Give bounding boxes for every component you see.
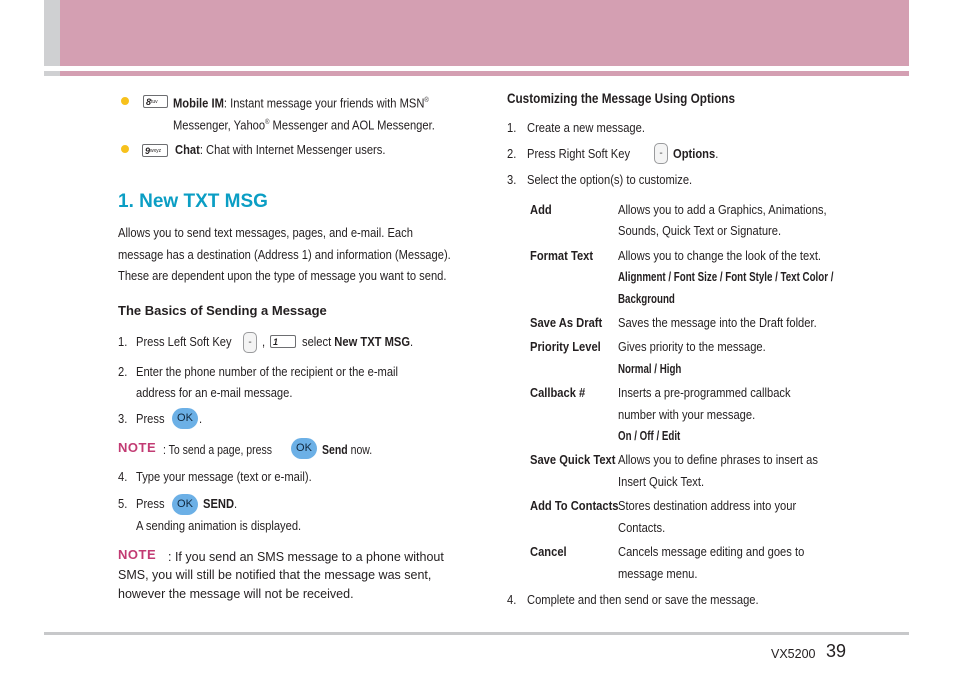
option-desc: Cancels message editing and goes to [618, 544, 805, 559]
step3-end: . [199, 411, 203, 426]
step-number: 2. [118, 364, 128, 379]
note-label: NOTE [118, 440, 157, 455]
option-desc: Insert Quick Text. [618, 474, 705, 489]
footer-model: VX5200 [771, 647, 816, 661]
intro-line: Allows you to send text messages, pages, and e-mail. Each [118, 225, 413, 240]
option-term-add-contacts: Add To Contacts [530, 498, 619, 513]
option-term-format-text: Format Text [530, 248, 594, 263]
step5-text: Press [136, 496, 165, 511]
option-sub: Alignment / Font Size / Font Style / Text Color / [618, 270, 834, 284]
option-desc: Allows you to add a Graphics, Animations, [618, 202, 827, 217]
option-sub: On / Off / Edit [618, 429, 681, 443]
note-label: NOTE [118, 547, 157, 562]
option-term-add: Add [530, 202, 552, 217]
option-desc: Sounds, Quick Text or Signature. [618, 223, 782, 238]
step-number: 1. [507, 120, 517, 135]
footer-rule [44, 632, 909, 635]
header-gray-rule [44, 71, 60, 76]
option-desc: message menu. [618, 566, 698, 581]
key-8-icon: $8^{tuv}$ [143, 95, 168, 108]
option-desc: number with your message. [618, 407, 756, 422]
step4-text: Type your message (text or e-mail). [136, 469, 312, 484]
r-step4-text: Complete and then send or save the message. [527, 592, 759, 607]
basics-heading: The Basics of Sending a Message [118, 303, 327, 318]
option-desc: Stores destination address into your [618, 498, 797, 513]
step2-line1: Enter the phone number of the recipient or the e-mail [136, 364, 399, 379]
ok-key-icon: OK [172, 494, 198, 515]
option-desc: Gives priority to the message. [618, 339, 766, 354]
step5-line2: A sending animation is displayed. [136, 518, 302, 533]
bullet-icon [121, 145, 129, 153]
right-soft-key-icon: - [654, 143, 668, 164]
key-9-icon: $9^{wxyz}$ [142, 144, 168, 157]
step3-text: Press [136, 411, 165, 426]
note2-line2: SMS, you will still be notified that the message was sent, [118, 568, 432, 582]
option-desc: Allows you to define phrases to insert as [618, 452, 818, 467]
page-number: 39 [826, 641, 847, 661]
step2-line2: address for an e-mail message. [136, 385, 293, 400]
step-number: 2. [507, 146, 517, 161]
option-term-callback: Callback # [530, 385, 586, 400]
option-term-priority: Priority Level [530, 339, 601, 354]
key-1-icon: 1 [270, 335, 296, 348]
bullet-icon [121, 97, 129, 105]
header-gray-block [44, 0, 60, 66]
r-step2-options: Options. [673, 146, 719, 161]
left-soft-key-icon: - [243, 332, 257, 353]
ok-key-icon: OK [172, 408, 198, 429]
option-term-quick-text: Save Quick Text [530, 452, 616, 467]
option-term-save-draft: Save As Draft [530, 315, 603, 330]
intro-line: message has a destination (Address 1) and information (Message). [118, 247, 451, 262]
option-desc: Allows you to change the look of the text. [618, 248, 822, 263]
bullet-mobile-im: Mobile IM: Instant message your friends with MSN® [173, 95, 429, 111]
header-pink-band [60, 0, 909, 66]
note1-text: : To send a page, press [163, 443, 272, 457]
note2-line3: however the message will not be received. [118, 587, 354, 601]
step-number: 4. [118, 469, 128, 484]
bullet-chat: Chat: Chat with Internet Messenger users. [175, 142, 386, 157]
option-desc: Inserts a pre-programmed callback [618, 385, 791, 400]
option-sub: Normal / High [618, 362, 682, 376]
step-number: 5. [118, 496, 128, 511]
step-number: 3. [507, 172, 517, 187]
step-number: 4. [507, 592, 517, 607]
option-term-cancel: Cancel [530, 544, 567, 559]
option-desc: Contacts. [618, 520, 666, 535]
note2-line1: : If you send an SMS message to a phone without [168, 550, 444, 564]
r-step1-text: Create a new message. [527, 120, 645, 135]
bullet-mobile-im-line2: Messenger, Yahoo® Messenger and AOL Messenger. [173, 117, 435, 133]
option-sub: Background [618, 292, 675, 306]
note1-text-b: Send now. [322, 443, 373, 457]
step5-send: SEND. [203, 496, 238, 511]
step-number: 3. [118, 411, 128, 426]
option-desc: Saves the message into the Draft folder. [618, 315, 817, 330]
r-step2-text: Press Right Soft Key [527, 146, 631, 161]
step1-text: Press Left Soft Key [136, 334, 232, 349]
r-step3-text: Select the option(s) to customize. [527, 172, 693, 187]
step-number: 1. [118, 334, 128, 349]
header-pink-rule [60, 71, 909, 76]
options-heading: Customizing the Message Using Options [507, 90, 736, 106]
step1-sep: , [262, 334, 266, 349]
ok-key-icon: OK [291, 438, 317, 459]
step1-text-b: select New TXT MSG. [302, 334, 414, 349]
intro-line: These are dependent upon the type of message you want to send. [118, 268, 447, 283]
section-title: 1. New TXT MSG [118, 191, 268, 212]
